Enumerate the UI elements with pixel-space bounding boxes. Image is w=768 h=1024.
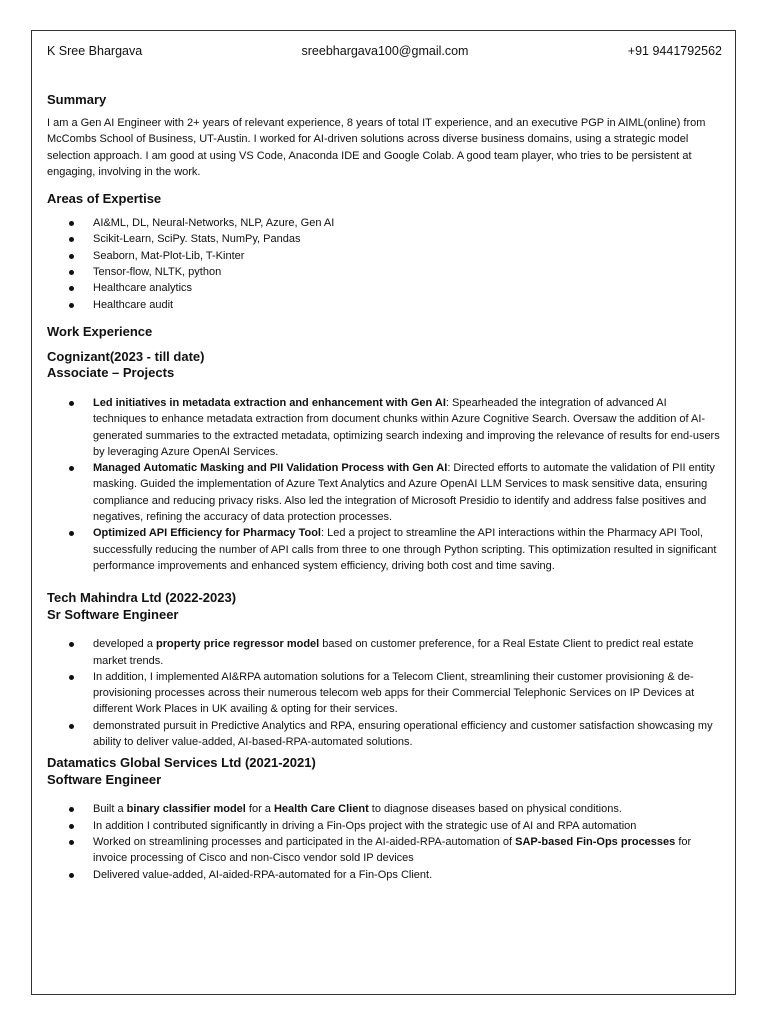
techm-company: Tech Mahindra Ltd (2022-2023)	[47, 590, 237, 606]
bullet-icon	[69, 466, 74, 471]
resume-content	[47, 43, 722, 883]
summary-heading: Summary	[47, 92, 107, 107]
bullet-icon	[69, 675, 74, 680]
bullet-icon	[69, 286, 74, 291]
list-item: In addition I contributed significantly in driving a Fin-Ops project with the strategic use of AI and RPA automation	[47, 818, 722, 834]
cognizant-company: Cognizant(2023 - till date)	[47, 348, 205, 364]
contact-header	[47, 43, 722, 59]
list-item: Managed Automatic Masking and PII Validation Process with Gen AI: Directed efforts to automate the validation of PII entity masking. Guided the implementation of Azure Text Analytics and Azure OpenAI LLM Services to mask sensitive data, ensuring compliance and reducing privacy risks. Also led the integration of Microsoft Presidio to identify and address false positives and negatives, refining the accuracy of data protection processes.	[47, 460, 722, 525]
work-experience-heading: Work Experience	[47, 323, 153, 339]
resume-page	[31, 30, 736, 995]
list-item: Led initiatives in metadata extraction and enhancement with Gen AI: Spearheaded the integration of advanced AI techniques to enhance metadata extraction from document chunks within Azure Cognitive Search. Oversaw the addition of AI-generated summaries to the extracted metadata, optimizing search indexing and improving the relevance of results for end-users by leveraging Azure OpenAI Services.	[47, 395, 722, 460]
bullet-icon	[69, 237, 74, 242]
techm-role: Sr Software Engineer	[47, 606, 179, 622]
datamatics-list	[47, 801, 722, 882]
bullet-icon	[69, 840, 74, 845]
bullet-icon	[69, 873, 74, 878]
expertise-heading: Areas of Expertise	[47, 191, 162, 207]
list-item: Scikit-Learn, SciPy. Stats, NumPy, Pandas	[47, 231, 722, 247]
list-item: AI&ML, DL, Neural-Networks, NLP, Azure, Gen AI	[47, 215, 722, 231]
list-item: Tensor-flow, NLTK, python	[47, 264, 722, 280]
cognizant-list	[47, 395, 722, 574]
bullet-icon	[69, 642, 74, 647]
list-item: Built a binary classifier model for a Health Care Client to diagnose diseases based on physical conditions.	[47, 801, 722, 817]
datamatics-company: Datamatics Global Services Ltd (2021-2021)	[47, 755, 316, 771]
cognizant-role: Associate – Projects	[47, 365, 175, 381]
bullet-icon	[69, 254, 74, 259]
bullet-icon	[69, 401, 74, 406]
expertise-list	[47, 215, 722, 313]
list-item: Optimized API Efficiency for Pharmacy Tool: Led a project to streamline the API interactions within the Pharmacy API Tool, successfully reducing the number of API calls from three to one through Python scripting. This optimization resulted in significant performance improvements and enhanced system efficiency, driving both cost and time saving.	[47, 525, 722, 574]
bullet-icon	[69, 270, 74, 275]
techm-list	[47, 636, 722, 750]
list-item: Seaborn, Mat-Plot-Lib, T-Kinter	[47, 248, 722, 264]
summary-text: I am a Gen AI Engineer with 2+ years of relevant experience, 8 years of total IT experience, and an executive PGP in AIML(online) from McCombs School of Business, UT-Austin. I worked for AI-driven solutions across diverse business domains, using a strategic model selection approach. I am good at using VS Code, Anaconda IDE and Google Colab. A good team player, who tries to be persistent at engaging, involving in the work.	[47, 117, 706, 178]
bullet-icon	[69, 221, 74, 226]
phone-number: +91 9441792562	[627, 44, 722, 58]
list-item: Healthcare audit	[47, 297, 722, 313]
candidate-name: K Sree Bhargava	[47, 44, 143, 58]
bullet-icon	[69, 303, 74, 308]
bullet-icon	[69, 824, 74, 829]
datamatics-role: Software Engineer	[47, 771, 162, 787]
email-address[interactable]: sreebhargava100@gmail.com	[301, 44, 469, 58]
list-item: developed a property price regressor model based on customer preference, for a Real Estate Client to predict real estate market trends.	[47, 636, 722, 669]
list-item: Delivered value-added, AI-aided-RPA-automated for a Fin-Ops Client.	[47, 867, 722, 883]
bullet-icon	[69, 724, 74, 729]
list-item: demonstrated pursuit in Predictive Analytics and RPA, ensuring operational efficiency and customer satisfaction showcasing my ability to deliver value-added, AI-based-RPA-automated solutions.	[47, 718, 722, 751]
list-item: Worked on streamlining processes and participated in the AI-aided-RPA-automation of SAP-based Fin-Ops processes for invoice processing of Cisco and non-Cisco vendor sold IP devices	[47, 834, 722, 867]
list-item: Healthcare analytics	[47, 280, 722, 296]
bullet-icon	[69, 531, 74, 536]
list-item: In addition, I implemented AI&RPA automation solutions for a Telecom Client, streamlining their customer provisioning & de-provisioning processes across their numerous telecom web apps for their Commercial Telephonic Services on IP Devices at different Work Places in UK availing & opting for their services.	[47, 669, 722, 718]
bullet-icon	[69, 807, 74, 812]
